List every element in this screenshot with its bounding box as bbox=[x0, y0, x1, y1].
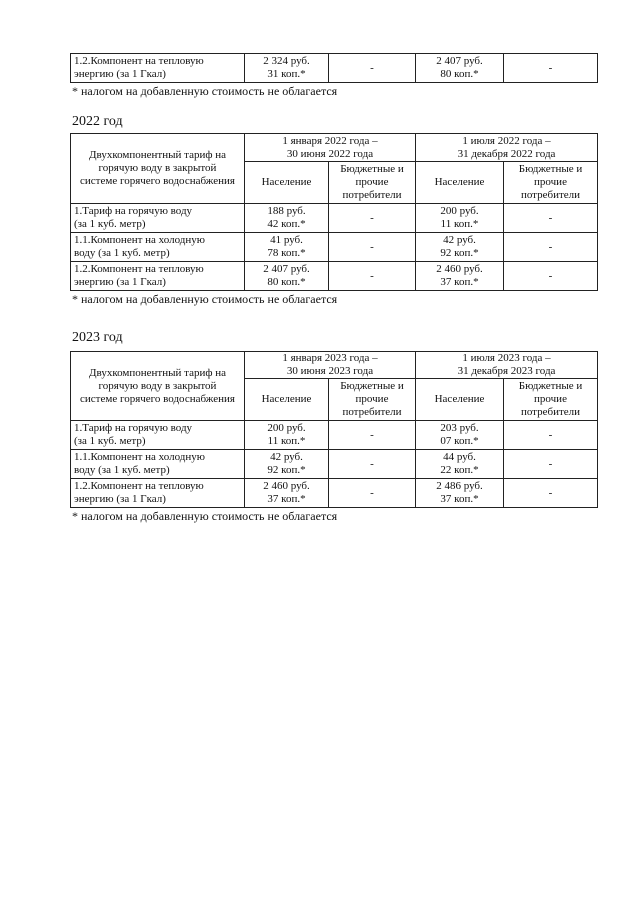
period-header-h1: 1 января 2023 года – 30 июня 2023 года bbox=[245, 352, 416, 379]
year-heading: 2022 год bbox=[72, 114, 123, 129]
table-row bbox=[71, 450, 598, 479]
population-tariff-h1: 2 460 руб. 37 коп.* bbox=[245, 479, 329, 508]
population-tariff-h2: 2 460 руб. 37 коп.* bbox=[416, 262, 504, 291]
period-header-h2: 1 июля 2022 года – 31 декабря 2022 года bbox=[416, 134, 598, 162]
vat-footnote: * налогом на добавленную стоимость не облагается bbox=[72, 84, 338, 98]
row-label: 1.Тариф на горячую воду (за 1 куб. метр) bbox=[71, 421, 245, 450]
row-label: 1.2.Компонент на тепловую энергию (за 1 Гкал) bbox=[71, 54, 245, 83]
population-header: Население bbox=[416, 379, 504, 421]
budget-tariff-h2: - bbox=[504, 479, 598, 508]
budget-tariff-h1: - bbox=[329, 233, 416, 262]
budget-tariff-h2: - bbox=[504, 450, 598, 479]
period-header-h1: 1 января 2022 года – 30 июня 2022 года bbox=[245, 134, 416, 162]
row-label: 1.Тариф на горячую воду (за 1 куб. метр) bbox=[71, 204, 245, 233]
tariff-type-header: Двухкомпонентный тариф на горячую воду в закрытой системе горячего водоснабжения bbox=[71, 134, 245, 204]
budget-tariff-h2: - bbox=[504, 54, 598, 83]
row-label: 1.2.Компонент на тепловую энергию (за 1 Гкал) bbox=[71, 479, 245, 508]
tariff-table-2023 bbox=[70, 351, 598, 508]
budget-consumers-header: Бюджетные и прочие потребители bbox=[329, 379, 416, 421]
table-row bbox=[71, 479, 598, 508]
budget-tariff-h1: - bbox=[329, 262, 416, 291]
budget-tariff-h2: - bbox=[504, 262, 598, 291]
population-tariff-h1: 188 руб. 42 коп.* bbox=[245, 204, 329, 233]
row-label: 1.2.Компонент на тепловую энергию (за 1 Гкал) bbox=[71, 262, 245, 291]
population-tariff-h2: 2 407 руб. 80 коп.* bbox=[416, 54, 504, 83]
population-tariff-h2: 42 руб. 92 коп.* bbox=[416, 233, 504, 262]
population-header: Население bbox=[245, 379, 329, 421]
table-header-row bbox=[71, 352, 598, 379]
row-label: 1.1.Компонент на холодную воду (за 1 куб. метр) bbox=[71, 450, 245, 479]
row-label: 1.1.Компонент на холодную воду (за 1 куб. метр) bbox=[71, 233, 245, 262]
tariff-table-continuation bbox=[70, 53, 598, 83]
table-row bbox=[71, 233, 598, 262]
population-tariff-h2: 44 руб. 22 коп.* bbox=[416, 450, 504, 479]
year-heading: 2023 год bbox=[72, 330, 123, 345]
tariff-type-header: Двухкомпонентный тариф на горячую воду в закрытой системе горячего водоснабжения bbox=[71, 352, 245, 421]
budget-tariff-h2: - bbox=[504, 233, 598, 262]
population-tariff-h2: 2 486 руб. 37 коп.* bbox=[416, 479, 504, 508]
budget-tariff-h2: - bbox=[504, 421, 598, 450]
table-row bbox=[71, 204, 598, 233]
budget-consumers-header: Бюджетные и прочие потребители bbox=[504, 162, 598, 204]
population-tariff-h2: 203 руб. 07 коп.* bbox=[416, 421, 504, 450]
population-tariff-h1: 41 руб. 78 коп.* bbox=[245, 233, 329, 262]
budget-tariff-h1: - bbox=[329, 450, 416, 479]
population-tariff-h1: 200 руб. 11 коп.* bbox=[245, 421, 329, 450]
budget-tariff-h2: - bbox=[504, 204, 598, 233]
budget-tariff-h1: - bbox=[329, 421, 416, 450]
vat-footnote: * налогом на добавленную стоимость не облагается bbox=[72, 509, 338, 523]
budget-consumers-header: Бюджетные и прочие потребители bbox=[329, 162, 416, 204]
budget-consumers-header: Бюджетные и прочие потребители bbox=[504, 379, 598, 421]
population-tariff-h2: 200 руб. 11 коп.* bbox=[416, 204, 504, 233]
budget-tariff-h1: - bbox=[329, 479, 416, 508]
population-header: Население bbox=[245, 162, 329, 204]
population-header: Население bbox=[416, 162, 504, 204]
period-header-h2: 1 июля 2023 года – 31 декабря 2023 года bbox=[416, 352, 598, 379]
table-row bbox=[71, 262, 598, 291]
budget-tariff-h1: - bbox=[329, 204, 416, 233]
table-header-row bbox=[71, 134, 598, 162]
budget-tariff-h1: - bbox=[329, 54, 416, 83]
vat-footnote: * налогом на добавленную стоимость не облагается bbox=[72, 292, 338, 306]
tariff-table-2022 bbox=[70, 133, 598, 291]
table-row bbox=[71, 54, 598, 83]
population-tariff-h1: 2 407 руб. 80 коп.* bbox=[245, 262, 329, 291]
table-row bbox=[71, 421, 598, 450]
population-tariff-h1: 42 руб. 92 коп.* bbox=[245, 450, 329, 479]
population-tariff-h1: 2 324 руб. 31 коп.* bbox=[245, 54, 329, 83]
